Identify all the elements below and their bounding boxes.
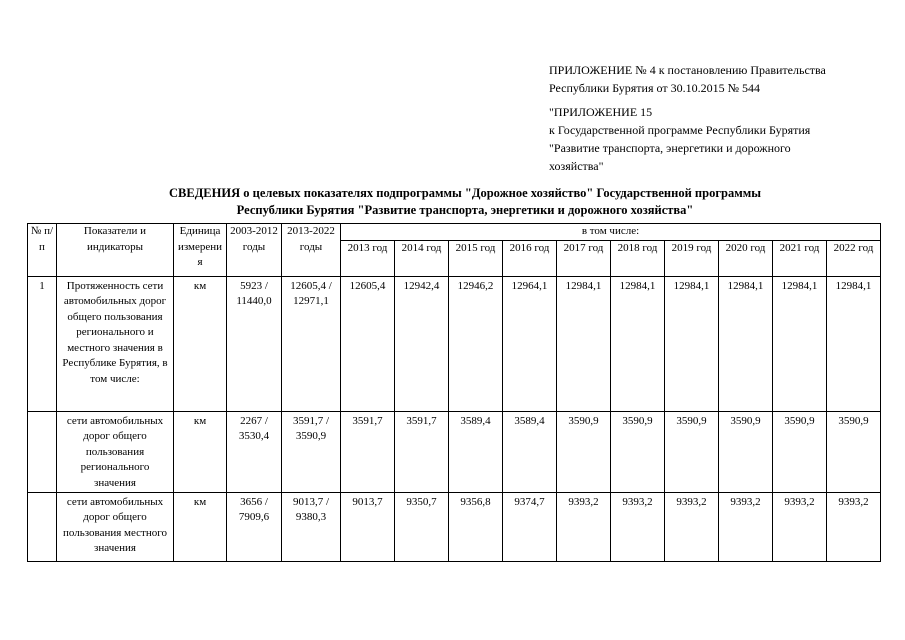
row-value: 3589,4 [503,411,557,492]
row-value: 9393,2 [773,492,827,561]
row-value: 3591,7 [395,411,449,492]
row-indicator: сети автомобильных дорог общего пользования местного значения [57,492,174,561]
header-year: 2014 год [395,240,449,276]
row-value: 12984,1 [719,276,773,411]
row-value: 9013,7 [341,492,395,561]
row-value: 12984,1 [665,276,719,411]
row-period-2013-2022: 12605,4 / 12971,1 [282,276,341,411]
row-value: 9393,2 [665,492,719,561]
row-value: 9393,2 [557,492,611,561]
header-year: 2020 год [719,240,773,276]
row-period-2013-2022: 3591,7 / 3590,9 [282,411,341,492]
header-year: 2016 год [503,240,557,276]
header-including: в том числе: [341,224,881,241]
row-value: 12984,1 [827,276,881,411]
row-unit: км [174,411,227,492]
row-unit: км [174,276,227,411]
row-indicator: сети автомобильных дорог общего пользования регионального значения [57,411,174,492]
row-period-2003-2012: 3656 / 7909,6 [227,492,282,561]
row-value: 9350,7 [395,492,449,561]
row-value: 9393,2 [611,492,665,561]
row-value: 12984,1 [557,276,611,411]
header-unit: Единица измерения [174,224,227,277]
row-value: 9374,7 [503,492,557,561]
row-value: 12964,1 [503,276,557,411]
header-period-2013-2022: 2013-2022 годы [282,224,341,277]
title-line-1: СВЕДЕНИЯ о целевых показателях подпрограммы "Дорожное хозяйство" Государственной программы [169,186,761,200]
row-value: 3590,9 [719,411,773,492]
row-value: 12942,4 [395,276,449,411]
appendix-line-2: Республики Бурятия от 30.10.2015 № 544 [549,81,761,95]
row-indicator: Протяженность сети автомобильных дорог общего пользования регионального и местного значения в Республике Бурятия, в том числе: [57,276,174,411]
header-year: 2022 год [827,240,881,276]
header-year: 2015 год [449,240,503,276]
row-unit: км [174,492,227,561]
title-line-2: Республики Бурятия "Развитие транспорта, энергетики и дорожного хозяйства" [236,203,694,217]
row-value: 12984,1 [611,276,665,411]
header-period-2003-2012: 2003-2012 годы [227,224,282,277]
appendix-line-6: хозяйства" [549,159,604,173]
row-value: 12605,4 [341,276,395,411]
row-value: 9393,2 [827,492,881,561]
header-year: 2019 год [665,240,719,276]
row-value: 9393,2 [719,492,773,561]
row-value: 3590,9 [827,411,881,492]
document-title [60,185,870,219]
row-period-2003-2012: 5923 / 11440,0 [227,276,282,411]
appendix-line-5: "Развитие транспорта, энергетики и дорожного [549,141,791,155]
header-num: № п/п [28,224,57,277]
row-value: 3590,9 [611,411,665,492]
header-year: 2013 год [341,240,395,276]
appendix-line-4: к Государственной программе Республики Бурятия [549,123,811,137]
row-value: 3590,9 [665,411,719,492]
row-period-2013-2022: 9013,7 / 9380,3 [282,492,341,561]
appendix-note [549,61,889,175]
appendix-line-1: ПРИЛОЖЕНИЕ № 4 к постановлению Правительства [549,63,826,77]
row-value: 3591,7 [341,411,395,492]
row-value: 9356,8 [449,492,503,561]
appendix-line-3: "ПРИЛОЖЕНИЕ 15 [549,105,653,119]
table-row [28,276,881,411]
header-year: 2018 год [611,240,665,276]
row-num [28,411,57,492]
row-value: 12946,2 [449,276,503,411]
row-value: 3590,9 [773,411,827,492]
row-value: 3590,9 [557,411,611,492]
header-year: 2017 год [557,240,611,276]
indicators-table [27,223,881,562]
table-row [28,411,881,492]
row-num [28,492,57,561]
header-year: 2021 год [773,240,827,276]
row-num: 1 [28,276,57,411]
row-value: 3589,4 [449,411,503,492]
header-indicator: Показатели и индикаторы [57,224,174,277]
row-value: 12984,1 [773,276,827,411]
table-row [28,492,881,561]
row-period-2003-2012: 2267 / 3530,4 [227,411,282,492]
